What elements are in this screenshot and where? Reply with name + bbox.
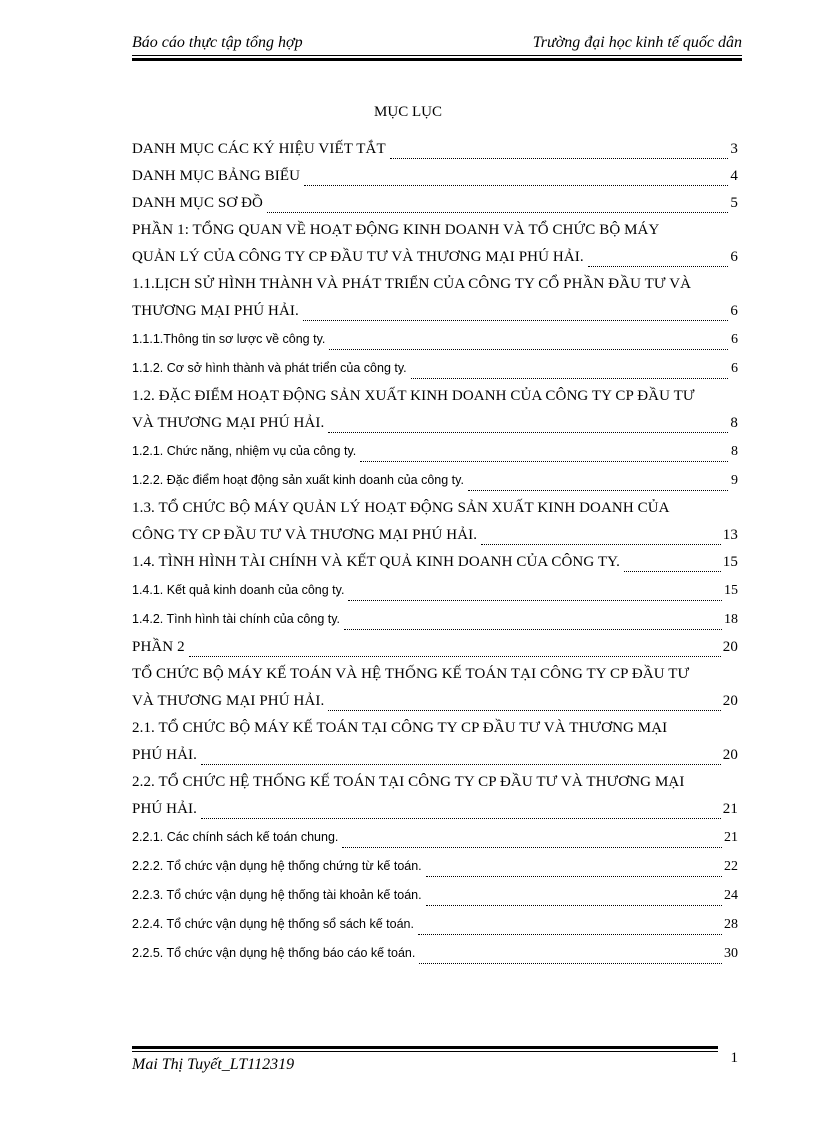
toc-entry-text: QUẢN LÝ CỦA CÔNG TY CP ĐẦU TƯ VÀ THƯƠNG MẠI PHÚ HẢI.	[132, 249, 584, 265]
footer-page-number: 1	[730, 1050, 738, 1066]
toc-entry-text: DANH MỤC CÁC KÝ HIỆU VIẾT TẮT	[132, 141, 386, 157]
toc-entry[interactable]	[132, 823, 738, 852]
toc-page-number: 6	[730, 249, 738, 265]
toc-page-number: 5	[730, 195, 738, 211]
toc-page-number: 13	[722, 527, 738, 543]
toc-entry-text: PHẦN 1: TỔNG QUAN VỀ HOẠT ĐỘNG KINH DOANH VÀ TỔ CHỨC BỘ MÁY	[132, 222, 660, 238]
toc-entry-text: DANH MỤC SƠ ĐỒ	[132, 195, 263, 211]
toc-page-number: 15	[724, 583, 738, 598]
toc-entry[interactable]	[132, 634, 738, 661]
header-university-name: Trường đại học kinh tế quốc dân	[532, 34, 742, 51]
toc-entry[interactable]	[132, 605, 738, 634]
toc-entry[interactable]	[132, 852, 738, 881]
toc-entry-text: 1.3. TỔ CHỨC BỘ MÁY QUẢN LÝ HOẠT ĐỘNG SẢN XUẤT KINH DOANH CỦA	[132, 500, 670, 516]
header-rule-thick	[132, 58, 742, 61]
toc-entry-text: 2.2.2. Tổ chức vận dụng hệ thống chứng từ kế toán.	[132, 859, 422, 873]
toc-entry[interactable]	[132, 383, 738, 437]
toc-dot-leader	[329, 348, 728, 350]
toc-entry-text: 2.2.3. Tổ chức vận dụng hệ thống tài khoản kế toán.	[132, 888, 422, 902]
toc-dot-leader	[328, 431, 728, 433]
toc-entry-text: 1.4.2. Tình hình tài chính của công ty.	[132, 612, 341, 626]
toc-page-number: 24	[724, 888, 738, 903]
toc-page-number: 9	[731, 473, 738, 488]
toc-dot-leader	[189, 655, 721, 657]
toc-page-number: 8	[730, 415, 738, 431]
toc-entry[interactable]	[132, 910, 738, 939]
toc-entry-text: PHẦN 2	[132, 639, 185, 655]
footer-author: Mai Thị Tuyết_LT112319	[132, 1056, 295, 1073]
toc-entry[interactable]	[132, 271, 738, 325]
toc-entry[interactable]	[132, 715, 738, 769]
toc-entry[interactable]	[132, 939, 738, 968]
toc-dot-leader	[328, 709, 720, 711]
toc-page-number: 20	[722, 639, 738, 655]
toc-entry[interactable]	[132, 466, 738, 495]
toc-entry-text: VÀ THƯƠNG MẠI PHÚ HẢI.	[132, 693, 325, 709]
toc-dot-leader	[304, 184, 728, 186]
toc-page-number: 28	[724, 917, 738, 932]
table-of-contents	[132, 136, 738, 968]
toc-dot-leader	[348, 599, 722, 601]
toc-entry-text: 1.1.LỊCH SỬ HÌNH THÀNH VÀ PHÁT TRIỂN CỦA CÔNG TY CỔ PHẦN ĐẦU TƯ VÀ	[132, 276, 692, 292]
toc-entry-text: CÔNG TY CP ĐẦU TƯ VÀ THƯƠNG MẠI PHÚ HẢI.	[132, 527, 478, 543]
toc-entry-text: 2.2.1. Các chính sách kế toán chung.	[132, 830, 339, 844]
toc-entry[interactable]	[132, 163, 738, 190]
toc-entry-text: 1.4.1. Kết quả kinh doanh của công ty.	[132, 583, 345, 597]
toc-page-number: 4	[730, 168, 738, 184]
header-report-title: Báo cáo thực tập tổng hợp	[132, 34, 303, 51]
toc-entry[interactable]	[132, 217, 738, 271]
toc-entry-text: TỔ CHỨC BỘ MÁY KẾ TOÁN VÀ HỆ THỐNG KẾ TOÁN TẠI CÔNG TY CP ĐẦU TƯ	[132, 666, 690, 682]
toc-page-number: 6	[730, 303, 738, 319]
toc-dot-leader	[411, 377, 728, 379]
toc-entry-text: THƯƠNG MẠI PHÚ HẢI.	[132, 303, 299, 319]
toc-page-number: 21	[724, 830, 738, 845]
toc-dot-leader	[624, 570, 721, 572]
toc-dot-leader	[481, 543, 721, 545]
page-header	[132, 30, 742, 60]
toc-entry-text: 1.2.1. Chức năng, nhiệm vụ của công ty.	[132, 444, 357, 458]
toc-entry-text: 1.4. TÌNH HÌNH TÀI CHÍNH VÀ KẾT QUẢ KINH DOANH CỦA CÔNG TY.	[132, 554, 620, 570]
toc-page-number: 15	[722, 554, 738, 570]
toc-dot-leader	[201, 763, 721, 765]
toc-dot-leader	[303, 319, 728, 321]
footer-rule-thick	[132, 1046, 718, 1049]
toc-dot-leader	[588, 265, 728, 267]
toc-dot-leader	[426, 904, 722, 906]
toc-entry-text: 2.2.5. Tổ chức vận dụng hệ thống báo cáo kế toán.	[132, 946, 416, 960]
toc-entry[interactable]	[132, 549, 738, 576]
toc-dot-leader	[360, 460, 728, 462]
toc-entry[interactable]	[132, 190, 738, 217]
toc-entry-text: 1.1.1.Thông tin sơ lược về công ty.	[132, 332, 326, 346]
toc-dot-leader	[390, 157, 728, 159]
toc-entry[interactable]	[132, 437, 738, 466]
toc-dot-leader	[419, 962, 722, 964]
toc-entry[interactable]	[132, 576, 738, 605]
toc-page-number: 30	[724, 946, 738, 961]
toc-entry[interactable]	[132, 769, 738, 823]
toc-entry[interactable]	[132, 136, 738, 163]
toc-entry-text: 1.2.2. Đặc điểm hoạt động sản xuất kinh doanh của công ty.	[132, 473, 464, 487]
toc-title: MỤC LỤC	[374, 104, 442, 120]
toc-page-number: 3	[730, 141, 738, 157]
toc-dot-leader	[426, 875, 722, 877]
header-rule-thin	[132, 55, 742, 56]
toc-dot-leader	[342, 846, 722, 848]
toc-entry-text: VÀ THƯƠNG MẠI PHÚ HẢI.	[132, 415, 325, 431]
page-footer	[132, 1046, 742, 1086]
toc-entry-text: 1.1.2. Cơ sở hình thành và phát triển của công ty.	[132, 361, 407, 375]
toc-page-number: 22	[724, 859, 738, 874]
toc-entry-text: 1.2. ĐẶC ĐIỂM HOẠT ĐỘNG SẢN XUẤT KINH DOANH CỦA CÔNG TY CP ĐẦU TƯ	[132, 388, 695, 404]
toc-entry[interactable]	[132, 354, 738, 383]
toc-page-number: 6	[731, 332, 738, 347]
toc-page-number: 8	[731, 444, 738, 459]
footer-rule-thin	[132, 1051, 718, 1052]
toc-page-number: 20	[722, 693, 738, 709]
toc-page-number: 6	[731, 361, 738, 376]
toc-dot-leader	[344, 628, 722, 630]
toc-entry-text: 2.2.4. Tổ chức vận dụng hệ thống sổ sách kế toán.	[132, 917, 414, 931]
toc-page-number: 21	[722, 801, 738, 817]
toc-page-number: 18	[724, 612, 738, 627]
toc-dot-leader	[468, 489, 728, 491]
toc-page-number: 20	[722, 747, 738, 763]
toc-entry-text: DANH MỤC BẢNG BIỂU	[132, 168, 301, 184]
toc-entry[interactable]	[132, 325, 738, 354]
toc-entry[interactable]	[132, 881, 738, 910]
toc-entry-text: 2.1. TỔ CHỨC BỘ MÁY KẾ TOÁN TẠI CÔNG TY CP ĐẦU TƯ VÀ THƯƠNG MẠI	[132, 720, 668, 736]
toc-entry-text: PHÚ HẢI.	[132, 747, 197, 763]
toc-entry[interactable]	[132, 495, 738, 549]
toc-dot-leader	[418, 933, 722, 935]
toc-entry-text: 2.2. TỔ CHỨC HỆ THỐNG KẾ TOÁN TẠI CÔNG TY CP ĐẦU TƯ VÀ THƯƠNG MẠI	[132, 774, 685, 790]
toc-entry[interactable]	[132, 661, 738, 715]
toc-dot-leader	[201, 817, 721, 819]
toc-entry-text: PHÚ HẢI.	[132, 801, 197, 817]
toc-dot-leader	[267, 211, 728, 213]
